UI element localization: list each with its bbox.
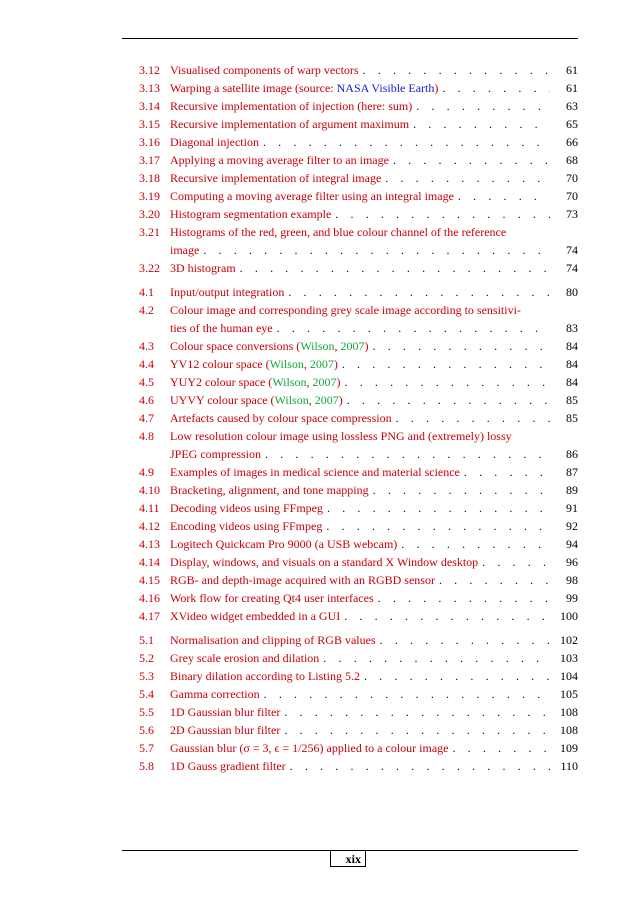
toc-entry[interactable] xyxy=(139,667,578,685)
entry-line xyxy=(170,631,550,649)
toc-entry[interactable] xyxy=(139,223,578,259)
entry-line xyxy=(170,241,550,259)
toc-entry[interactable] xyxy=(139,721,578,739)
figure-number[interactable]: 5.6 xyxy=(139,723,154,737)
dot-leader xyxy=(290,757,550,775)
dot-leader xyxy=(323,649,550,667)
dot-leader xyxy=(264,685,550,703)
page-ref[interactable]: 66 xyxy=(566,135,578,149)
toc-entry[interactable] xyxy=(139,169,578,187)
entry-line xyxy=(170,283,550,301)
page-ref[interactable]: 84 xyxy=(566,375,578,389)
page-ref[interactable]: 99 xyxy=(566,591,578,605)
figure-title-segment[interactable]: Display, windows, and visuals on a standard X Window desktop xyxy=(170,555,479,569)
figure-title-segment[interactable]: Colour image and corresponding grey scale image according to sensitivi- xyxy=(170,303,521,317)
figure-number[interactable]: 4.13 xyxy=(139,537,160,551)
figure-title-segment[interactable]: Low resolution colour image using lossless PNG and (extremely) lossy xyxy=(170,429,512,443)
figure-number[interactable]: 4.16 xyxy=(139,591,160,605)
figure-title-segment[interactable]: ) xyxy=(338,393,343,407)
header-rule xyxy=(122,38,578,39)
entry-line xyxy=(170,337,550,355)
entry-line xyxy=(170,319,550,337)
figure-number[interactable]: 4.5 xyxy=(139,375,154,389)
figure-number[interactable]: 4.6 xyxy=(139,393,154,407)
dot-leader xyxy=(464,463,550,481)
toc-entry[interactable] xyxy=(139,553,578,571)
figure-number[interactable]: 3.18 xyxy=(139,171,160,185)
figure-number[interactable]: 4.17 xyxy=(139,609,160,623)
toc-entry[interactable] xyxy=(139,589,578,607)
toc-entry[interactable] xyxy=(139,115,578,133)
figure-title-segment[interactable]: 2007 xyxy=(312,375,337,389)
page-ref[interactable]: 110 xyxy=(560,759,578,773)
page-ref[interactable]: 68 xyxy=(566,153,578,167)
toc-entry[interactable] xyxy=(139,517,578,535)
toc-entry[interactable] xyxy=(139,355,578,373)
toc-entry[interactable] xyxy=(139,283,578,301)
page-ref[interactable]: 109 xyxy=(560,741,578,755)
figure-title-segment[interactable]: Wilson xyxy=(269,357,304,371)
figure-title-segment[interactable]: Bracketing, alignment, and tone mapping xyxy=(170,483,369,497)
dot-leader xyxy=(373,337,551,355)
entry-line xyxy=(170,409,550,427)
page-ref[interactable]: 85 xyxy=(566,393,578,407)
entry-line xyxy=(170,685,550,703)
page-ref[interactable]: 74 xyxy=(566,243,578,257)
entry-line xyxy=(170,355,550,373)
figure-number[interactable]: 3.12 xyxy=(139,63,160,77)
page-ref[interactable]: 89 xyxy=(566,483,578,497)
figure-title-segment[interactable]: Wilson xyxy=(274,393,309,407)
page-ref[interactable]: 108 xyxy=(560,705,578,719)
entry-line xyxy=(170,757,550,775)
dot-leader xyxy=(284,721,550,739)
entry-line xyxy=(170,481,550,499)
figure-number[interactable]: 3.17 xyxy=(139,153,160,167)
figure-title-segment[interactable]: Binary dilation according to xyxy=(170,669,308,683)
figure-number[interactable]: 3.21 xyxy=(139,225,160,239)
figure-title-segment[interactable]: 2007 xyxy=(309,357,334,371)
figure-title-segment[interactable]: Listing 5.2 xyxy=(307,669,360,683)
entry-line xyxy=(170,61,550,79)
page-ref[interactable]: 86 xyxy=(566,447,578,461)
figure-number[interactable]: 4.10 xyxy=(139,483,160,497)
toc-entry[interactable] xyxy=(139,481,578,499)
toc-entry[interactable] xyxy=(139,259,578,277)
dot-leader xyxy=(378,589,550,607)
figure-title-segment[interactable]: 2007 xyxy=(340,339,365,353)
entry-line xyxy=(170,373,550,391)
toc-entry[interactable] xyxy=(139,151,578,169)
figure-title-segment[interactable]: Gaussian blur (σ = 3, ϵ = 1/256) applied to a colour image xyxy=(170,741,449,755)
entry-line xyxy=(170,535,550,553)
page-ref[interactable]: 63 xyxy=(566,99,578,113)
figure-title-segment[interactable]: Encoding videos using FFmpeg xyxy=(170,519,323,533)
figure-number[interactable]: 5.5 xyxy=(139,705,154,719)
toc-entry[interactable] xyxy=(139,205,578,223)
dot-leader xyxy=(288,283,550,301)
toc-entry[interactable] xyxy=(139,649,578,667)
figure-title-segment[interactable]: 2007 xyxy=(314,393,339,407)
figure-number[interactable]: 3.13 xyxy=(139,81,160,95)
figure-title-segment[interactable]: Recursive implementation of argument maximum xyxy=(170,117,410,131)
figure-title-segment[interactable]: Gamma correction xyxy=(170,687,260,701)
dot-leader xyxy=(442,79,550,97)
toc-entry[interactable] xyxy=(139,463,578,481)
figure-number[interactable]: 4.15 xyxy=(139,573,160,587)
toc-entry[interactable] xyxy=(139,703,578,721)
entry-line xyxy=(170,223,550,241)
entry-line xyxy=(170,169,550,187)
figure-title-segment[interactable]: Wilson xyxy=(300,339,335,353)
figure-title-segment[interactable]: image xyxy=(170,243,200,257)
figure-title-segment[interactable]: , xyxy=(308,393,315,407)
page-ref[interactable]: 108 xyxy=(560,723,578,737)
figure-number[interactable]: 5.1 xyxy=(139,633,154,647)
dot-leader xyxy=(203,241,550,259)
dot-leader xyxy=(458,187,550,205)
figure-title-segment[interactable]: 2D Gaussian blur filter xyxy=(170,723,281,737)
figure-number[interactable]: 3.15 xyxy=(139,117,160,131)
toc-entry[interactable] xyxy=(139,685,578,703)
figure-number[interactable]: 3.20 xyxy=(139,207,160,221)
toc-entry[interactable] xyxy=(139,133,578,151)
figure-number[interactable]: 5.3 xyxy=(139,669,154,683)
figure-title-segment[interactable]: Normalisation and clipping of RGB values xyxy=(170,633,376,647)
entry-line xyxy=(170,589,550,607)
figure-title-segment[interactable]: RGB- and depth-image acquired with an RGBD sensor xyxy=(170,573,435,587)
entry-line xyxy=(170,739,550,757)
figure-number[interactable]: 4.12 xyxy=(139,519,160,533)
figure-number[interactable]: 5.7 xyxy=(139,741,154,755)
toc-entry[interactable] xyxy=(139,187,578,205)
figure-title-segment[interactable]: XVideo widget embedded in a GUI xyxy=(170,609,341,623)
figure-number[interactable]: 4.9 xyxy=(139,465,154,479)
dot-leader xyxy=(364,667,550,685)
toc-entry[interactable] xyxy=(139,607,578,625)
toc-entry[interactable] xyxy=(139,739,578,757)
dot-leader xyxy=(277,319,550,337)
dot-leader xyxy=(342,355,550,373)
entry-line xyxy=(170,499,550,517)
entry-line xyxy=(170,517,550,535)
dot-leader xyxy=(401,535,550,553)
figure-number[interactable]: 4.7 xyxy=(139,411,154,425)
page-ref[interactable]: 92 xyxy=(566,519,578,533)
figure-title-segment[interactable]: Diagonal injection xyxy=(170,135,259,149)
figure-title-segment[interactable]: ) xyxy=(336,375,341,389)
toc-entry[interactable] xyxy=(139,61,578,79)
entry-line xyxy=(170,151,550,169)
figure-title-segment[interactable]: ) xyxy=(333,357,338,371)
figure-title-segment[interactable]: 3D histogram xyxy=(170,261,236,275)
figure-title-segment[interactable]: ties of the human eye xyxy=(170,321,273,335)
dot-leader xyxy=(345,373,551,391)
figure-number[interactable]: 4.3 xyxy=(139,339,154,353)
entry-line xyxy=(170,667,550,685)
entry-line xyxy=(170,553,550,571)
dot-leader xyxy=(373,481,550,499)
page-ref[interactable]: 80 xyxy=(566,285,578,299)
dot-leader xyxy=(326,517,550,535)
page-ref[interactable]: 104 xyxy=(560,669,578,683)
figure-title-segment[interactable]: UYVY colour space ( xyxy=(170,393,275,407)
dot-leader xyxy=(439,571,550,589)
figure-title-segment[interactable]: ) xyxy=(434,81,439,95)
toc-entry[interactable] xyxy=(139,499,578,517)
page-ref[interactable]: 70 xyxy=(566,171,578,185)
entry-line xyxy=(170,259,550,277)
figure-number[interactable]: 5.8 xyxy=(139,759,154,773)
figure-title-segment[interactable]: ) xyxy=(364,339,369,353)
page-ref[interactable]: 65 xyxy=(566,117,578,131)
page-ref[interactable]: 105 xyxy=(560,687,578,701)
entry-line xyxy=(170,187,550,205)
figure-title-segment[interactable]: Grey scale erosion and dilation xyxy=(170,651,320,665)
page-ref[interactable]: 73 xyxy=(566,207,578,221)
page-ref[interactable]: 61 xyxy=(566,81,578,95)
figure-title-segment[interactable]: Applying a moving average filter to an image xyxy=(170,153,389,167)
figure-title-segment[interactable]: Logitech Quickcam Pro 9000 (a USB webcam) xyxy=(170,537,398,551)
dot-leader xyxy=(380,631,550,649)
figure-title-segment[interactable]: 1D Gauss gradient filter xyxy=(170,759,286,773)
dot-leader xyxy=(240,259,550,277)
page-ref[interactable]: 83 xyxy=(566,321,578,335)
entry-line xyxy=(170,301,550,319)
page-ref[interactable]: 94 xyxy=(566,537,578,551)
dot-leader xyxy=(335,205,550,223)
dot-leader xyxy=(284,703,550,721)
toc-entry[interactable] xyxy=(139,301,578,337)
page-ref[interactable]: 84 xyxy=(566,339,578,353)
page-ref[interactable]: 87 xyxy=(566,465,578,479)
page-ref[interactable]: 91 xyxy=(566,501,578,515)
figure-number[interactable]: 4.2 xyxy=(139,303,154,317)
toc-entry[interactable] xyxy=(139,757,578,775)
entry-line xyxy=(170,649,550,667)
toc-entry[interactable] xyxy=(139,373,578,391)
figure-title-segment[interactable]: Colour space conversions ( xyxy=(170,339,301,353)
figure-number[interactable]: 5.4 xyxy=(139,687,154,701)
page-ref[interactable]: 85 xyxy=(566,411,578,425)
dot-leader xyxy=(385,169,550,187)
figure-number[interactable]: 3.22 xyxy=(139,261,160,275)
entry-line xyxy=(170,463,550,481)
figure-title-segment[interactable]: Input/output integration xyxy=(170,285,285,299)
entry-line xyxy=(170,571,550,589)
page-ref[interactable]: 102 xyxy=(560,633,578,647)
toc-entry[interactable] xyxy=(139,427,578,463)
dot-leader xyxy=(413,115,550,133)
figure-title-segment[interactable]: Computing a moving average filter using an integral image xyxy=(170,189,454,203)
figure-title-segment[interactable]: Artefacts caused by colour space compression xyxy=(170,411,392,425)
page-ref[interactable]: 100 xyxy=(560,609,578,623)
figure-title-segment[interactable]: YUY2 colour space ( xyxy=(170,375,273,389)
figure-title-segment[interactable]: YV12 colour space ( xyxy=(170,357,270,371)
page-ref[interactable]: 98 xyxy=(566,573,578,587)
figure-title-segment[interactable]: Histogram segmentation example xyxy=(170,207,332,221)
figure-title-segment[interactable]: NASA Visible Earth xyxy=(336,81,435,95)
dot-leader xyxy=(416,97,550,115)
figure-number[interactable]: 3.19 xyxy=(139,189,160,203)
dot-leader xyxy=(452,739,550,757)
entry-line xyxy=(170,427,550,445)
entry-line xyxy=(170,79,550,97)
dot-leader xyxy=(327,499,550,517)
figure-title-segment[interactable]: Decoding videos using FFmpeg xyxy=(170,501,323,515)
list-of-figures xyxy=(139,61,578,775)
figure-title-segment[interactable]: Examples of images in medical science and material science xyxy=(170,465,460,479)
dot-leader xyxy=(347,391,550,409)
page-ref[interactable]: 74 xyxy=(566,261,578,275)
entry-line xyxy=(170,703,550,721)
figure-title-segment[interactable]: JPEG compression xyxy=(170,447,261,461)
dot-leader xyxy=(482,553,550,571)
dot-leader xyxy=(344,607,550,625)
entry-line xyxy=(170,133,550,151)
toc-entry[interactable] xyxy=(139,409,578,427)
figure-title-segment[interactable]: Work flow for creating Qt4 user interfaces xyxy=(170,591,374,605)
entry-line xyxy=(170,445,550,463)
figure-number[interactable]: 3.16 xyxy=(139,135,160,149)
page-ref[interactable]: 103 xyxy=(560,651,578,665)
figure-title-segment[interactable]: Warping a satellite image (source: xyxy=(170,81,337,95)
page-ref[interactable]: 61 xyxy=(566,63,578,77)
entry-line xyxy=(170,205,550,223)
figure-number[interactable]: 4.14 xyxy=(139,555,160,569)
figure-number[interactable]: 4.11 xyxy=(139,501,160,515)
entry-line xyxy=(170,97,550,115)
figure-title-segment[interactable]: , xyxy=(303,357,310,371)
figure-title-segment[interactable]: Visualised components of warp vectors xyxy=(170,63,359,77)
figure-title-segment[interactable]: Histograms of the red, green, and blue colour channel of the reference xyxy=(170,225,507,239)
dot-leader xyxy=(363,61,550,79)
figure-number[interactable]: 5.2 xyxy=(139,651,154,665)
toc-entry[interactable] xyxy=(139,79,578,97)
dot-leader xyxy=(265,445,550,463)
figure-title-segment[interactable]: , xyxy=(306,375,313,389)
dot-leader xyxy=(396,409,550,427)
toc-entry[interactable] xyxy=(139,535,578,553)
toc-entry[interactable] xyxy=(139,97,578,115)
page-number: xix xyxy=(330,851,366,867)
dot-leader xyxy=(263,133,550,151)
figure-number[interactable]: 4.1 xyxy=(139,285,154,299)
entry-line xyxy=(170,391,550,409)
figure-title-segment[interactable]: Recursive implementation of integral image xyxy=(170,171,382,185)
entry-line xyxy=(170,607,550,625)
figure-title-segment[interactable]: 1D Gaussian blur filter xyxy=(170,705,281,719)
toc-entry[interactable] xyxy=(139,571,578,589)
page-ref[interactable]: 84 xyxy=(566,357,578,371)
page-ref[interactable]: 70 xyxy=(566,189,578,203)
figure-title-segment[interactable]: Recursive implementation of injection (here: sum) xyxy=(170,99,413,113)
figure-title-segment[interactable]: Wilson xyxy=(272,375,307,389)
entry-line xyxy=(170,115,550,133)
figure-number[interactable]: 3.14 xyxy=(139,99,160,113)
toc-entry[interactable] xyxy=(139,337,578,355)
entry-line xyxy=(170,721,550,739)
dot-leader xyxy=(393,151,550,169)
figure-number[interactable]: 4.8 xyxy=(139,429,154,443)
toc-entry[interactable] xyxy=(139,631,578,649)
figure-number[interactable]: 4.4 xyxy=(139,357,154,371)
page-ref[interactable]: 96 xyxy=(566,555,578,569)
toc-entry[interactable] xyxy=(139,391,578,409)
figure-title-segment[interactable]: , xyxy=(334,339,341,353)
